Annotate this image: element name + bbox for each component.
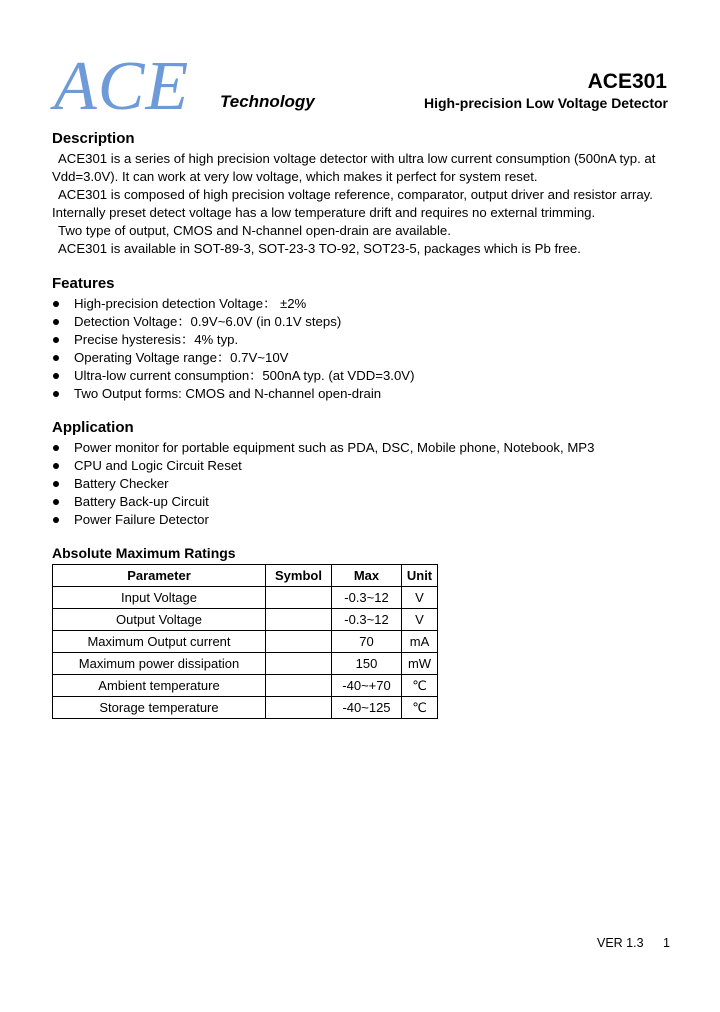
bullet-icon [53,481,59,487]
table-row [53,697,438,719]
features-list [52,295,672,403]
list-item: Power Failure Detector [52,511,672,529]
table-cell [266,631,332,653]
table-cell: V [402,587,438,609]
table-cell: ℃ [402,675,438,697]
description-line: Vdd=3.0V). It can work at very low voltage, which makes it perfect for system reset. [52,169,538,184]
version-label: VER 1.3 [597,936,644,950]
document-subtitle: High-precision Low Voltage Detector [424,95,668,111]
table-cell: Maximum Output current [53,631,266,653]
features-section [52,275,672,403]
bullet-icon [53,301,59,307]
table-cell: -40~+70 [332,675,402,697]
features-heading: Features [52,275,115,292]
table-header-row [53,565,438,587]
list-item: Power monitor for portable equipment such as PDA, DSC, Mobile phone, Notebook, MP3 [52,439,672,457]
table-cell: 70 [332,631,402,653]
table-cell [266,609,332,631]
table-cell [266,697,332,719]
application-heading: Application [52,419,134,436]
bullet-icon [53,319,59,325]
description-line: ACE301 is composed of high precision voltage reference, comparator, output driver and resistor array. [58,187,653,202]
table-cell: Ambient temperature [53,675,266,697]
list-item: Ultra-low current consumption：500nA typ. (at VDD=3.0V) [52,367,672,385]
table-cell: mA [402,631,438,653]
table-cell: -40~125 [332,697,402,719]
table-cell: -0.3~12 [332,609,402,631]
bullet-icon [53,373,59,379]
table-cell: Input Voltage [53,587,266,609]
table-cell [266,587,332,609]
bullet-icon [53,337,59,343]
list-item: Precise hysteresis：4% typ. [52,331,672,349]
ace-logo: ACE [54,48,190,125]
table-cell: -0.3~12 [332,587,402,609]
bullet-icon [53,499,59,505]
ratings-heading: Absolute Maximum Ratings [52,545,236,561]
application-section [52,419,672,529]
table-cell: Output Voltage [53,609,266,631]
description-line: ACE301 is available in SOT-89-3, SOT-23-3 TO-92, SOT23-5, packages which is Pb free. [58,241,581,256]
bullet-icon [53,391,59,397]
description-line: Internally preset detect voltage has a low temperature drift and requires no external trimming. [52,205,596,220]
application-list [52,439,672,529]
list-item: Battery Back-up Circuit [52,493,672,511]
table-cell [266,653,332,675]
table-cell: V [402,609,438,631]
list-item: Operating Voltage range：0.7V~10V [52,349,672,367]
logo-tagline: Technology [220,92,315,111]
description-line: ACE301 is a series of high precision voltage detector with ultra low current consumption (500nA typ. at [58,151,656,166]
description-heading: Description [52,130,135,147]
table-row [53,609,438,631]
table-cell: Maximum power dissipation [53,653,266,675]
table-cell: 150 [332,653,402,675]
table-cell [266,675,332,697]
bullet-icon [53,517,59,523]
table-row [53,675,438,697]
table-cell: mW [402,653,438,675]
description-section [52,130,672,258]
column-header: Symbol [266,565,332,587]
bullet-icon [53,355,59,361]
ratings-table [52,564,438,719]
table-row [53,587,438,609]
bullet-icon [53,463,59,469]
table-row [53,631,438,653]
list-item: Two Output forms: CMOS and N-channel open-drain [52,385,672,403]
table-cell: Storage temperature [53,697,266,719]
part-number: ACE301 [587,70,667,93]
table-row [53,653,438,675]
page-number: 1 [663,936,670,950]
list-item: Detection Voltage：0.9V~6.0V (in 0.1V steps) [52,313,672,331]
table-cell: ℃ [402,697,438,719]
bullet-icon [53,445,59,451]
description-line: Two type of output, CMOS and N-channel open-drain are available. [58,223,451,238]
column-header: Max [332,565,402,587]
column-header: Parameter [53,565,266,587]
list-item: High-precision detection Voltage： ±2% [52,295,672,313]
column-header: Unit [402,565,438,587]
list-item: Battery Checker [52,475,672,493]
list-item: CPU and Logic Circuit Reset [52,457,672,475]
